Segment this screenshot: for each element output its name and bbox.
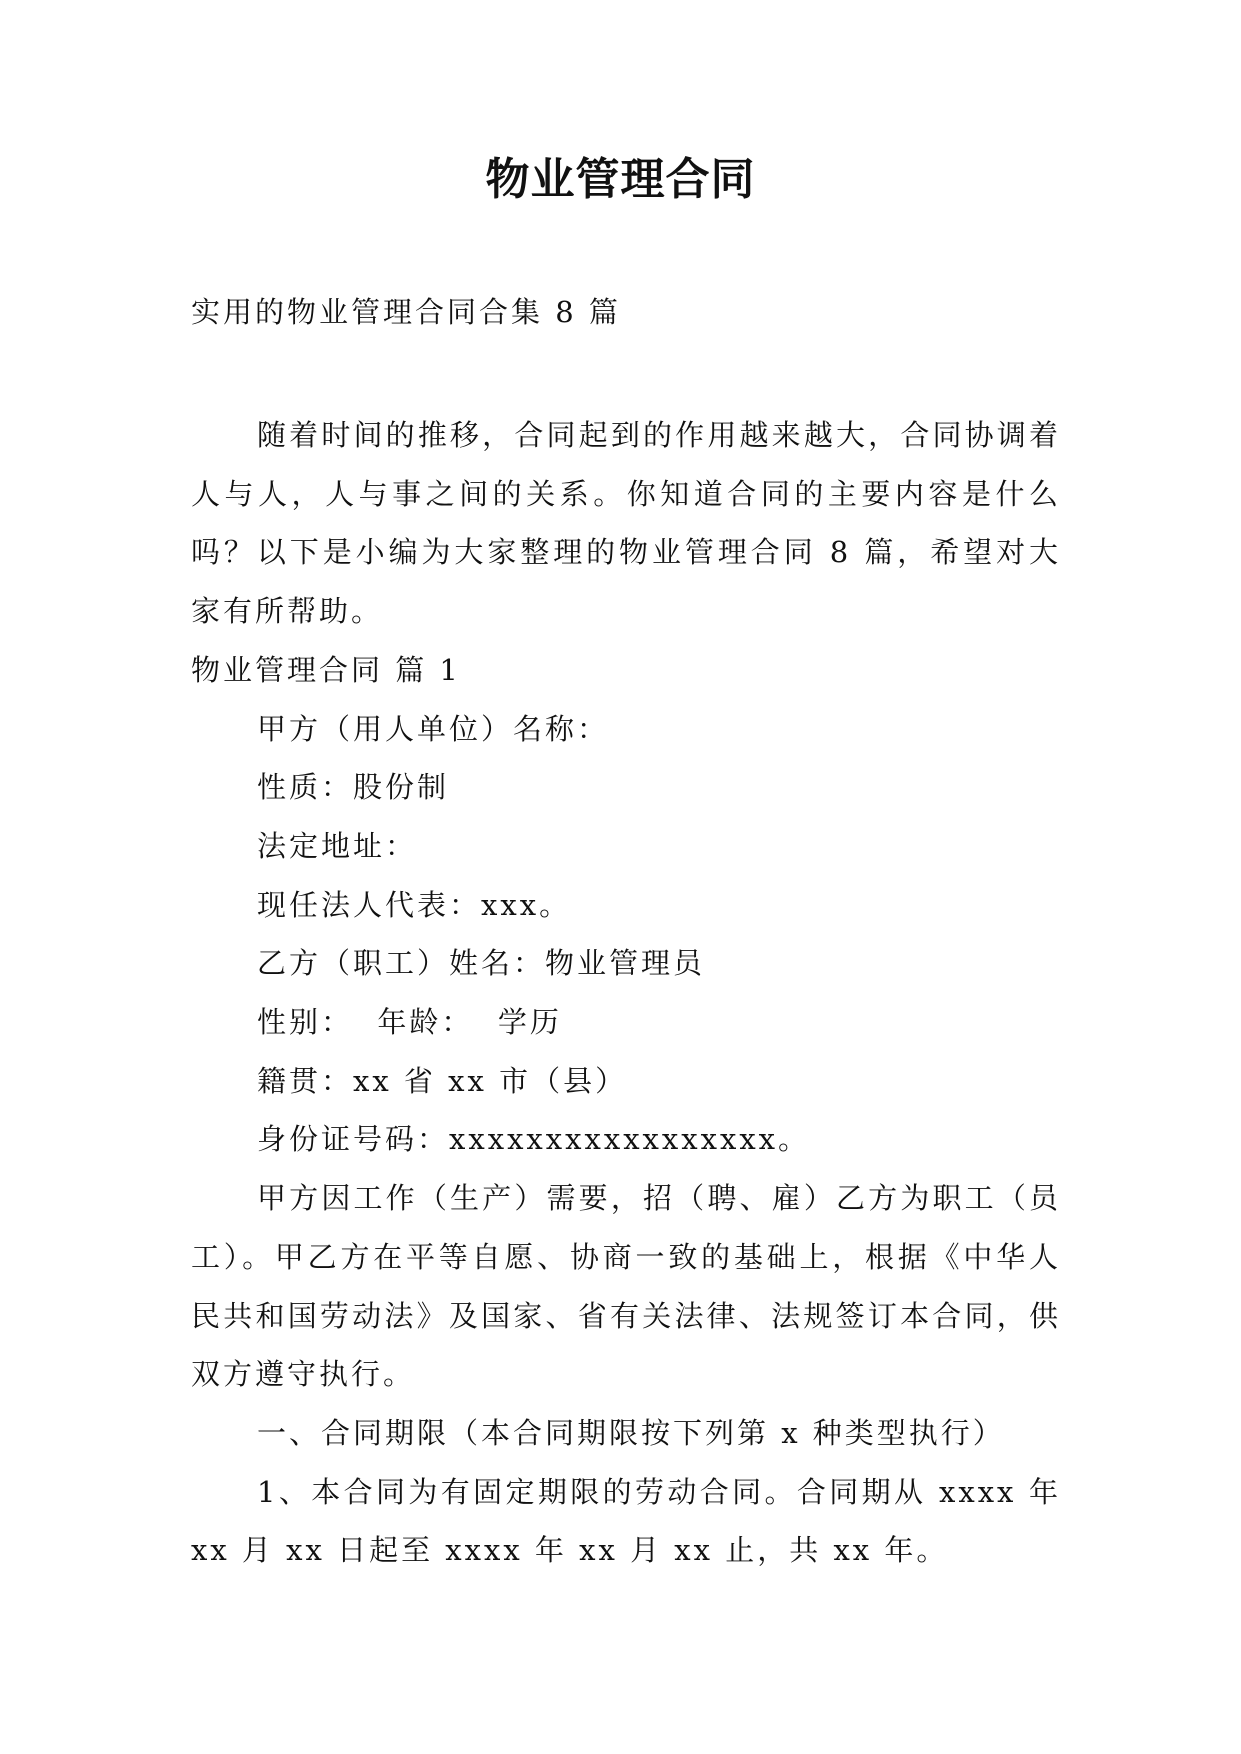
document-subtitle: 实用的物业管理合同合集 8 篇: [191, 295, 621, 329]
field-legal-address: 法定地址：: [257, 828, 418, 863]
field-legal-representative: 现任法人代表：xxx。: [257, 887, 572, 922]
field-nature: 性质：股份制: [257, 770, 450, 805]
field-employee-name: 乙方（职工）姓名：物业管理员: [257, 946, 706, 981]
field-gender-age-education: 性别： 年龄： 学历: [257, 1005, 562, 1040]
clause-1-paragraph: 1、本合同为有固定期限的劳动合同。合同期从 xxxx 年 xx 月 xx 日起至 xxxx 年 xx 月 xx 止，共 xx 年。: [191, 1474, 1061, 1568]
field-native-place: 籍贯：xx 省 xx 市（县）: [257, 1063, 628, 1098]
document-body: [191, 406, 1061, 1580]
intro-paragraph: 随着时间的推移，合同起到的作用越来越大，合同协调着人与人，人与事之间的关系。你知道合同的主要内容是什么吗？以下是小编为大家整理的物业管理合同 8 篇，希望对大家有所帮助。: [191, 418, 1061, 629]
clause-heading: 一、合同期限（本合同期限按下列第 x 种类型执行）: [257, 1415, 1005, 1450]
section-heading: 物业管理合同 篇 1: [191, 652, 461, 687]
preamble-paragraph: 甲方因工作（生产）需要，招（聘、雇）乙方为职工（员工）。甲乙方在平等自愿、协商一致的基础上，根据《中华人民共和国劳动法》及国家、省有关法律、法规签订本合同，供双方遵守执行。: [191, 1181, 1061, 1392]
document-title: 物业管理合同: [485, 154, 756, 205]
field-employer-name: 甲方（用人单位）名称：: [257, 711, 610, 746]
field-id-number: 身份证号码：xxxxxxxxxxxxxxxxx。: [257, 1122, 811, 1157]
